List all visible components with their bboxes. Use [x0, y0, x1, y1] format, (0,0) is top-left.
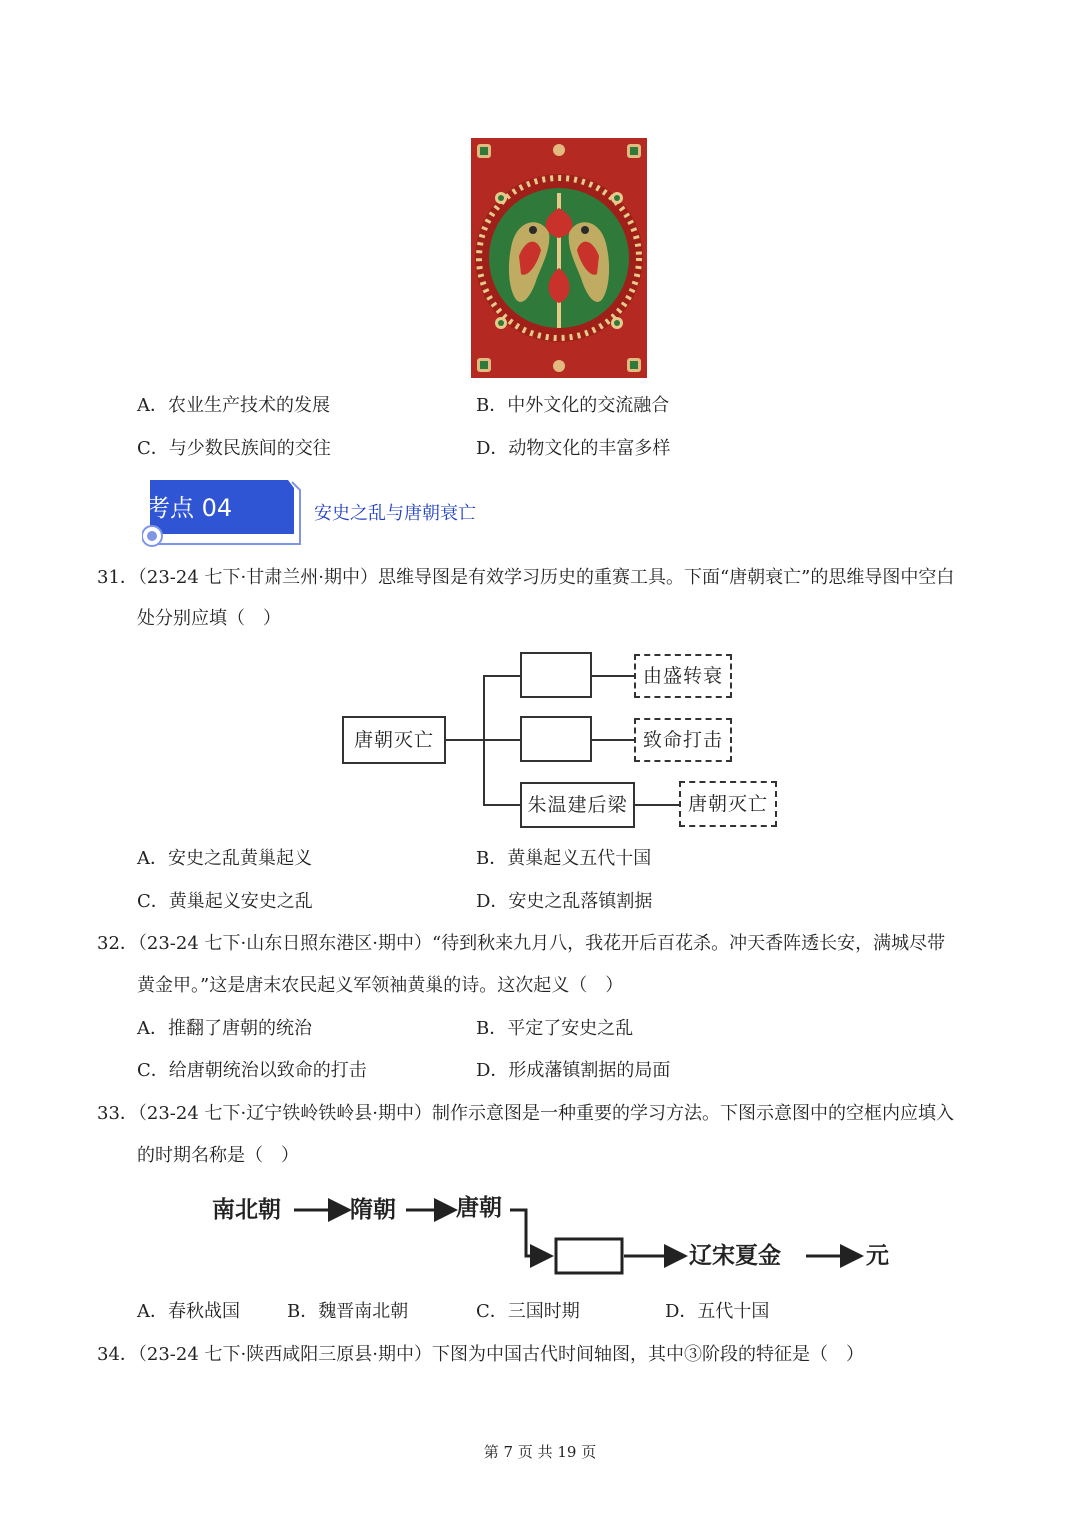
q32-option-d: D．形成藩镇割据的局面 — [476, 1060, 671, 1081]
mindmap-branch-1 — [483, 675, 521, 677]
mindmap-result-1: 由盛转衰 — [634, 654, 732, 698]
section-badge — [142, 478, 304, 548]
mindmap-link-1 — [592, 675, 634, 677]
section-badge-label: 考点 04 — [146, 494, 233, 522]
q33-option-d: D．五代十国 — [665, 1301, 770, 1322]
timeline-node-3: 唐朝 — [456, 1195, 502, 1221]
mindmap-result-3: 唐朝灭亡 — [679, 781, 777, 827]
q33-option-c: C．三国时期 — [476, 1301, 580, 1322]
timeline-arrows — [280, 1186, 900, 1286]
q33-option-b: B．魏晋南北朝 — [287, 1301, 409, 1322]
mindmap-link-2 — [592, 739, 634, 741]
q32-option-a: A．推翻了唐朝的统治 — [137, 1018, 312, 1039]
q31-text-line1: 31．（23-24 七下·甘肃兰州·期中）思维导图是有效学习历史的重赛工具。下面“唐朝衰亡”的思维导图中空白 — [97, 567, 955, 588]
q31-option-c: C．黄巢起义安史之乱 — [137, 891, 313, 912]
q30-option-a: A．农业生产技术的发展 — [137, 395, 330, 416]
timeline-blank-box — [556, 1239, 622, 1273]
q32-option-b: B．平定了安史之乱 — [476, 1018, 634, 1039]
mindmap-blank-1 — [520, 652, 592, 698]
mindmap-branch-3 — [483, 804, 521, 806]
mindmap-root: 唐朝灭亡 — [342, 716, 446, 764]
page-footer: 第 7 页 共 19 页 — [483, 1443, 597, 1461]
timeline-node-1: 南北朝 — [212, 1197, 281, 1223]
q31-option-d: D．安史之乱落镇割据 — [476, 891, 653, 912]
mindmap-result-2: 致命打击 — [634, 718, 732, 762]
q31-option-b: B．黄巢起义五代十国 — [476, 848, 652, 869]
q30-option-c: C．与少数民族间的交往 — [137, 438, 331, 459]
mindmap-blank-2 — [520, 716, 592, 762]
q30-option-d: D．动物文化的丰富多样 — [476, 438, 671, 459]
mindmap-link-3 — [635, 804, 679, 806]
textile-image — [471, 138, 647, 378]
timeline-node-2: 隋朝 — [350, 1197, 396, 1223]
q32-option-c: C．给唐朝统治以致命的打击 — [137, 1060, 367, 1081]
q32-text-line2: 黄金甲。”这是唐末农民起义军领袖黄巢的诗。这次起义（ ） — [137, 975, 624, 996]
mindmap-branch-2 — [483, 739, 521, 741]
q31-text-line2: 处分别应填（ ） — [137, 608, 281, 629]
timeline-node-6: 元 — [866, 1243, 889, 1269]
q33-option-a: A．春秋战国 — [137, 1301, 240, 1322]
textile-svg — [471, 138, 647, 378]
mindmap-connector — [446, 739, 485, 741]
q30-option-b: B．中外文化的交流融合 — [476, 395, 670, 416]
q31-option-a: A．安史之乱黄巢起义 — [137, 848, 312, 869]
mindmap-node-third: 朱温建后梁 — [520, 782, 635, 828]
q33-text-line2: 的时期名称是（ ） — [137, 1145, 299, 1166]
q33-text-line1: 33．（23-24 七下·辽宁铁岭铁岭县·期中）制作示意图是一种重要的学习方法。下图示意图中的空框内应填入 — [97, 1103, 954, 1124]
q34-text-line1: 34．（23-24 七下·陕西咸阳三原县·期中）下图为中国古代时间轴图，其中③阶段的特征是（ ） — [97, 1344, 864, 1365]
section-title: 安史之乱与唐朝衰亡 — [314, 503, 476, 524]
q32-text-line1: 32．（23-24 七下·山东日照东港区·期中）“待到秋来九月八，我花开后百花杀。冲天香阵透长安，满城尽带 — [97, 933, 946, 954]
timeline-node-5: 辽宋夏金 — [689, 1243, 781, 1269]
